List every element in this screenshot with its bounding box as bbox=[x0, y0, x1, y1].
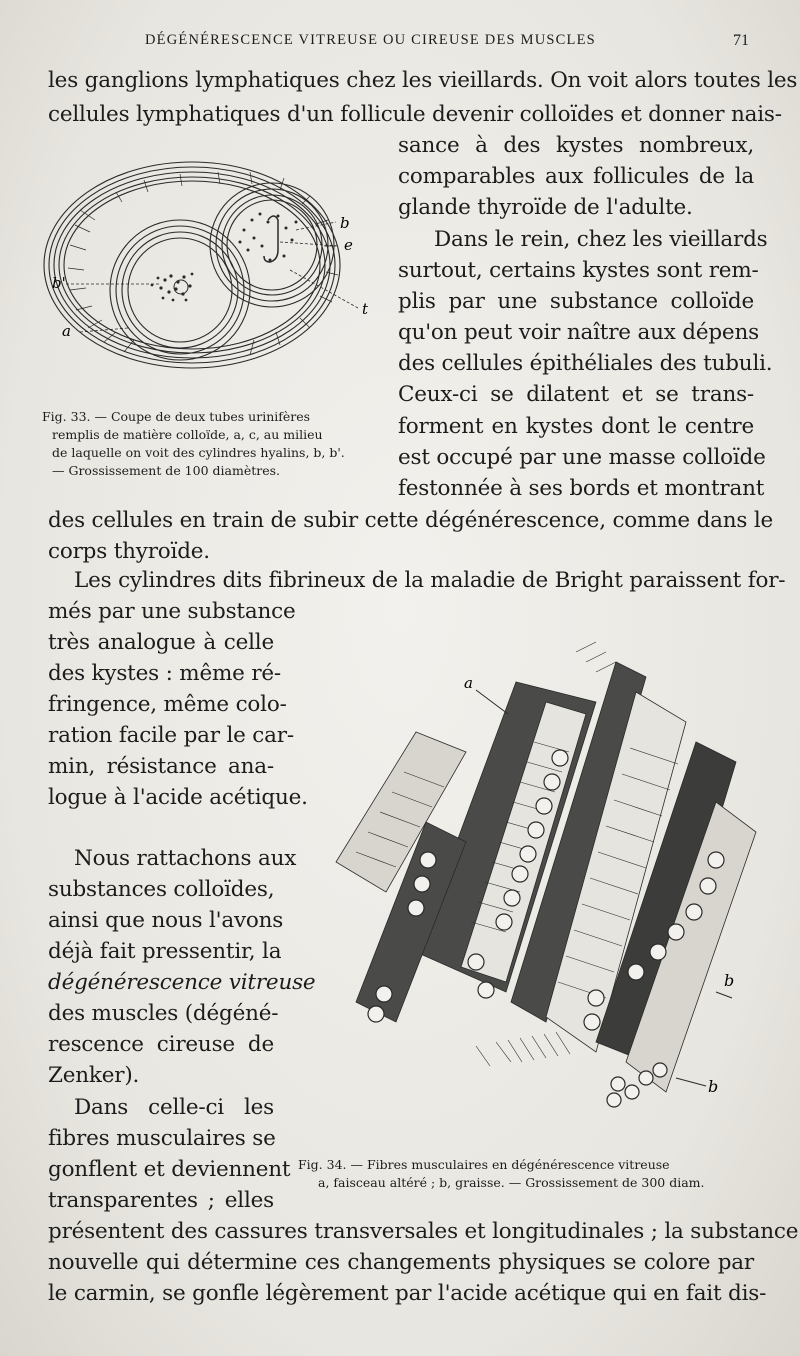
text-line: sance à des kystes nombreux, bbox=[398, 133, 754, 158]
caption-line: a, faisceau altéré ; b, graisse. — Grossissement de 300 diam. bbox=[318, 1175, 705, 1190]
fig33-label-a: a bbox=[62, 322, 71, 340]
text-line: Ceux-ci se dilatent et se trans- bbox=[398, 382, 754, 407]
text-line-italic: dégénérescence vitreuse bbox=[48, 970, 316, 995]
fig33-label-e: e bbox=[344, 236, 353, 254]
fig34-label-b2: b bbox=[708, 1077, 719, 1096]
text-line: nouvelle qui détermine ces changements physiques se colore par bbox=[48, 1250, 754, 1275]
text-line: Nous rattachons aux bbox=[74, 846, 297, 871]
text-line: les ganglions lymphatiques chez les vieillards. On voit alors toutes les bbox=[48, 68, 798, 93]
text-line: fringence, même colo- bbox=[48, 692, 287, 717]
fig33-label-b: b bbox=[340, 214, 350, 232]
text-line: Dans le rein, chez les vieillards bbox=[434, 227, 768, 252]
text-line: des cellules en train de subir cette dégénérescence, comme dans le bbox=[48, 508, 774, 533]
text-line: des kystes : même ré- bbox=[48, 661, 281, 686]
text-line: Zenker). bbox=[48, 1063, 140, 1088]
text-line: plis par une substance colloïde bbox=[398, 289, 754, 314]
text-line: des cellules épithéliales des tubuli. bbox=[398, 351, 773, 376]
caption-line: remplis de matière colloïde, a, c, au milieu bbox=[52, 427, 323, 442]
text-line: ainsi que nous l'avons bbox=[48, 908, 284, 933]
page-number: 71 bbox=[733, 32, 749, 49]
label-leader-b1 bbox=[716, 992, 732, 998]
text-line: déjà fait pressentir, la bbox=[48, 939, 282, 964]
text-line: comparables aux follicules de la bbox=[398, 164, 754, 189]
text-line: présentent des cassures transversales et longitudinales ; la substance bbox=[48, 1219, 799, 1244]
figure-33-illustration bbox=[40, 150, 370, 395]
fig33-label-t: t bbox=[362, 300, 369, 318]
text-line: rescence cireuse de bbox=[48, 1032, 274, 1057]
text-line: ration facile par le car- bbox=[48, 723, 294, 748]
text-line: surtout, certains kystes sont rem- bbox=[398, 258, 759, 283]
text-line: qu'on peut voir naître aux dépens bbox=[398, 320, 759, 345]
running-title: DÉGÉNÉRESCENCE VITREUSE OU CIREUSE DES MUSCLES bbox=[145, 32, 596, 48]
text-line: est occupé par une masse colloïde bbox=[398, 445, 766, 470]
text-line: cellules lymphatiques d'un follicule devenir colloïdes et donner nais- bbox=[48, 102, 782, 127]
text-line: corps thyroïde. bbox=[48, 539, 210, 564]
figure-34-illustration bbox=[296, 622, 760, 1152]
text-line: très analogue à celle bbox=[48, 630, 274, 655]
text-line: le carmin, se gonfle légèrement par l'acide acétique qui en fait dis- bbox=[48, 1281, 767, 1306]
caption-line: Fig. 33. — Coupe de deux tubes urinifères bbox=[42, 409, 311, 424]
text-line: gonflent et deviennent bbox=[48, 1157, 291, 1182]
caption-line: — Grossissement de 100 diamètres. bbox=[52, 463, 281, 478]
text-line: festonnée à ses bords et montrant bbox=[398, 476, 765, 501]
label-leader-b2 bbox=[676, 1078, 706, 1086]
fig34-label-b1: b bbox=[724, 971, 735, 990]
text-line: min, résistance ana- bbox=[48, 754, 274, 779]
text-line: Les cylindres dits fibrineux de la maladie de Bright paraissent for- bbox=[74, 568, 786, 593]
page-header bbox=[0, 32, 800, 56]
caption-line: de laquelle on voit des cylindres hyalins, b, b'. bbox=[52, 445, 345, 460]
label-leader-a bbox=[476, 690, 508, 714]
text-line: més par une substance bbox=[48, 599, 296, 624]
cell-dots bbox=[151, 213, 298, 302]
text-line: fibres musculaires se bbox=[48, 1126, 276, 1151]
text-line: forment en kystes dont le centre bbox=[398, 414, 754, 439]
text-line: glande thyroïde de l'adulte. bbox=[398, 195, 693, 220]
text-line: substances colloïdes, bbox=[48, 877, 275, 902]
tube-walls bbox=[44, 162, 340, 368]
text-line: des muscles (dégéné- bbox=[48, 1001, 279, 1026]
fig33-label-b-prime: b' bbox=[52, 274, 66, 292]
fiber-bundles bbox=[336, 662, 756, 1092]
text-line: transparentes ; elles bbox=[48, 1188, 274, 1213]
caption-line: Fig. 34. — Fibres musculaires en dégénérescence vitreuse bbox=[298, 1157, 670, 1172]
hyaline-cylinder bbox=[264, 216, 278, 262]
text-line: Dans celle-ci les bbox=[74, 1095, 274, 1120]
text-line: logue à l'acide acétique. bbox=[48, 785, 308, 810]
central-cell bbox=[174, 280, 188, 294]
fig34-label-a: a bbox=[464, 674, 473, 692]
